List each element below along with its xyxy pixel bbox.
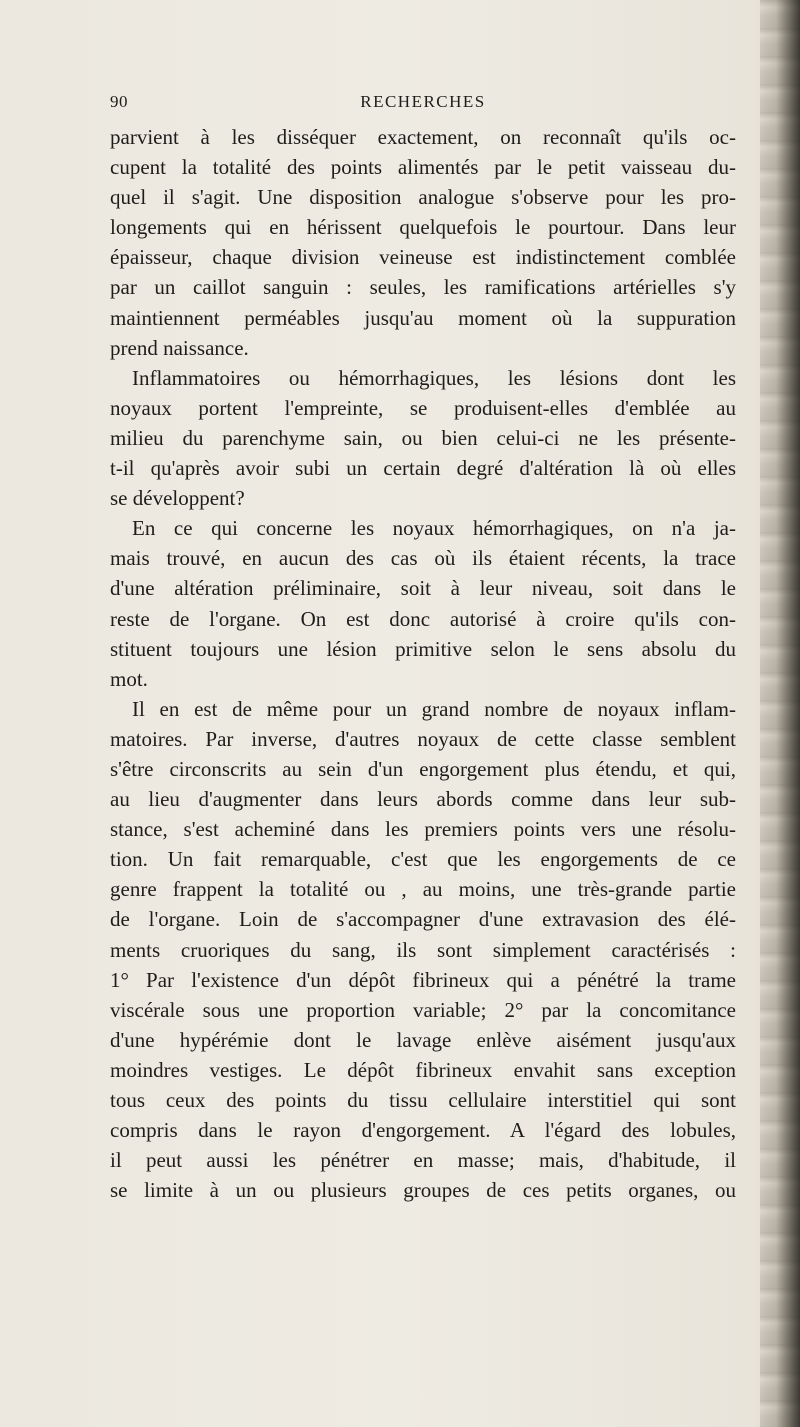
text-line: parvient à les disséquer exactement, on reconnaît qu'ils oc- [110,125,736,149]
running-head [110,92,736,118]
text-line: épaisseur, chaque division veineuse est indistinctement comblée [110,245,736,270]
text-line: reste de l'organe. On est donc autorisé à croire qu'ils con- [110,606,736,631]
text-line: se développent? [110,486,245,511]
text-line: t-il qu'après avoir subi un certain degré d'altération là où elles [110,456,736,481]
text-line: matoires. Par inverse, d'autres noyaux de cette classe semblent [110,726,736,751]
text-line: d'une altération préliminaire, soit à leur niveau, soit dans le [110,576,736,601]
running-title: RECHERCHES [360,92,486,111]
text-line: ments cruoriques du sang, ils sont simplement caractérisés : [110,937,736,962]
text-line: cupent la totalité des points alimentés par le petit vaisseau du- [110,155,736,180]
text-line: moindres vestiges. Le dépôt fibrineux envahit sans exception [110,1057,736,1082]
text-line: prend naissance. [110,335,249,360]
text-line: Inflammatoires ou hémorrhagiques, les lésions dont les [132,365,736,390]
text-line: En ce qui concerne les noyaux hémorrhagiques, on n'a ja- [132,516,736,541]
text-line: noyaux portent l'empreinte, se produisent-elles d'emblée au [110,395,736,420]
text-line: par un caillot sanguin : seules, les ramifications artérielles s'y [110,275,736,300]
text-line: milieu du parenchyme sain, ou bien celui-ci ne les présente- [110,425,736,450]
text-line: mais trouvé, en aucun des cas où ils étaient récents, la trace [110,546,736,571]
text-line: maintiennent perméables jusqu'au moment où la suppuration [110,305,736,330]
page-gutter-shadow [760,0,800,1427]
text-line: stituent toujours une lésion primitive selon le sens absolu du [110,636,736,661]
text-line: stance, s'est acheminé dans les premiers points vers une résolu- [110,817,736,842]
text-line: quel il s'agit. Une disposition analogue s'observe pour les pro- [110,185,736,210]
text-line: viscérale sous une proportion variable; 2° par la concomitance [110,997,736,1022]
body-text [110,122,736,1205]
text-line: genre frappent la totalité ou , au moins, une très-grande partie [110,877,736,902]
text-line: mot. [110,666,148,691]
text-line: de l'organe. Loin de s'accompagner d'une extravasion des élé- [110,907,736,932]
paragraph-4 [110,694,736,1206]
text-line: se limite à un ou plusieurs groupes de ces petits organes, ou [110,1178,736,1203]
paragraph-2 [110,363,736,513]
paragraph-1 [110,122,736,363]
text-line: Il en est de même pour un grand nombre de noyaux inflam- [132,696,736,721]
text-line: compris dans le rayon d'engorgement. A l'égard des lobules, [110,1118,736,1143]
text-line: tion. Un fait remarquable, c'est que les engorgements de ce [110,847,736,872]
text-line: s'être circonscrits au sein d'un engorgement plus étendu, et qui, [110,756,736,781]
page-number: 90 [110,92,128,111]
paragraph-3 [110,513,736,694]
text-line: d'une hypérémie dont le lavage enlève aisément jusqu'aux [110,1027,736,1052]
text-line: longements qui en hérissent quelquefois le pourtour. Dans leur [110,215,736,240]
text-line: 1° Par l'existence d'un dépôt fibrineux qui a pénétré la trame [110,967,736,992]
text-line: tous ceux des points du tissu cellulaire interstitiel qui sont [110,1088,736,1112]
text-line: au lieu d'augmenter dans leurs abords comme dans leur sub- [110,787,736,812]
text-line: il peut aussi les pénétrer en masse; mais, d'habitude, il [110,1148,736,1173]
